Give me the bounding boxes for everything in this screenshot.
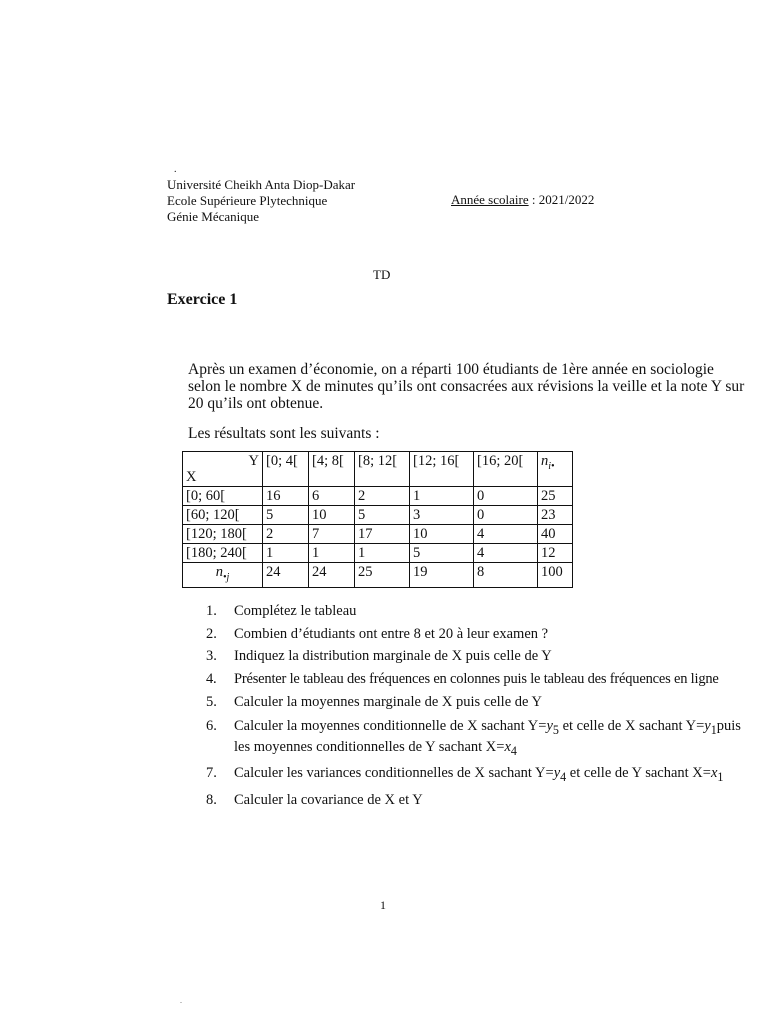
table-cell: 25: [355, 563, 410, 588]
table-cell: 2: [355, 487, 410, 506]
table-cell: 4: [474, 525, 538, 544]
list-item: 6. Calculer la moyennes conditionnelle de X sachant $Y=y_5$ et celle de X sachant $Y=y_1puis$ les moyennes conditionnelles de Y sachant $X=x_4$: [206, 717, 741, 759]
list-item: 2. Combien d’étudiants ont entre 8 et 20 à leur examen ?: [206, 625, 549, 642]
table-cell: 5: [355, 506, 410, 525]
table-cell: 25: [538, 487, 573, 506]
table-row: [183, 506, 573, 525]
corner-y-label: Y: [248, 453, 259, 469]
page-number: 1: [380, 898, 386, 912]
column-total-label: $n_{•j}$: [183, 563, 263, 588]
table-cell: 12: [538, 544, 573, 563]
question-list: [206, 600, 746, 812]
table-cell: 7: [309, 525, 355, 544]
table-cell: 17: [355, 525, 410, 544]
table-row: [183, 525, 573, 544]
results-label: Les résultats sont les suivants :: [188, 425, 380, 442]
list-item: 1. Complétez le tableau: [206, 603, 357, 619]
row-label: [0; 60[: [183, 487, 263, 506]
header-dot: .: [174, 164, 177, 175]
list-item: 7. Calculer les variances conditionnelles de X sachant $Y=y_4$ et celle de Y sachant $X=x_1$: [206, 765, 724, 785]
department-name: Génie Mécanique: [167, 209, 260, 224]
table-cell: 3: [410, 506, 474, 525]
table-cell: 0: [474, 487, 538, 506]
table-cell: 5: [410, 544, 474, 563]
table-cell: 16: [263, 487, 309, 506]
footer-dot: .: [180, 996, 182, 1005]
table-row: [183, 544, 573, 563]
table-cell: 24: [309, 563, 355, 588]
table-cell: 4: [474, 544, 538, 563]
list-item: 8. Calculer la covariance de X et Y: [206, 791, 423, 808]
table-corner-cell: [183, 452, 263, 487]
column-header: [16; 20[: [474, 452, 538, 487]
contingency-table: [182, 451, 573, 588]
row-label: [180; 240[: [183, 544, 263, 563]
table-cell: 5: [263, 506, 309, 525]
list-item: 4. Présenter le tableau des fréquences en colonnes puis le tableau des fréquences en ligne: [206, 671, 719, 688]
table-row: [183, 487, 573, 506]
school-year-value: : 2021/2022: [528, 192, 595, 207]
table-cell: 100: [538, 563, 573, 588]
table-cell: 6: [309, 487, 355, 506]
table-cell: 19: [410, 563, 474, 588]
column-header: [0; 4[: [263, 452, 309, 487]
table-cell: 10: [309, 506, 355, 525]
table-cell: 24: [263, 563, 309, 588]
school-name: Ecole Supérieure Plytechnique: [167, 193, 328, 208]
table-cell: 23: [538, 506, 573, 525]
column-header: [8; 12[: [355, 452, 410, 487]
school-year-label: Année scolaire: [451, 192, 529, 207]
column-totals-row: [183, 563, 573, 588]
row-label: [60; 120[: [183, 506, 263, 525]
column-header: [12; 16[: [410, 452, 474, 487]
list-item: 3. Indiquez la distribution marginale de X puis celle de Y: [206, 648, 552, 665]
table-cell: 1: [355, 544, 410, 563]
td-label: TD: [373, 267, 391, 282]
university-name: Université Cheikh Anta Diop-Dakar: [167, 177, 356, 192]
table-cell: 2: [263, 525, 309, 544]
table-cell: 0: [474, 506, 538, 525]
table-cell: 8: [474, 563, 538, 588]
row-label: [120; 180[: [183, 525, 263, 544]
row-total-header: $n_{i•}$: [538, 452, 573, 487]
table-cell: 1: [263, 544, 309, 563]
exercise-intro: Après un examen d’économie, on a réparti 100 étudiants de 1ère année en sociologie selon le nombre X de minutes qu’ils ont consacrées aux révisions la veille et la note Y sur 20 qu’ils ont obtenue.: [188, 361, 745, 412]
table-header-row: [183, 452, 573, 487]
table-cell: 1: [309, 544, 355, 563]
table-cell: 40: [538, 525, 573, 544]
table-cell: 1: [410, 487, 474, 506]
corner-x-label: X: [186, 469, 197, 485]
school-year: [451, 192, 594, 208]
list-item: 5. Calculer la moyennes marginale de X puis celle de Y: [206, 693, 543, 710]
column-header: [4; 8[: [309, 452, 355, 487]
table-cell: 10: [410, 525, 474, 544]
exercise-title: Exercice 1: [167, 291, 238, 308]
